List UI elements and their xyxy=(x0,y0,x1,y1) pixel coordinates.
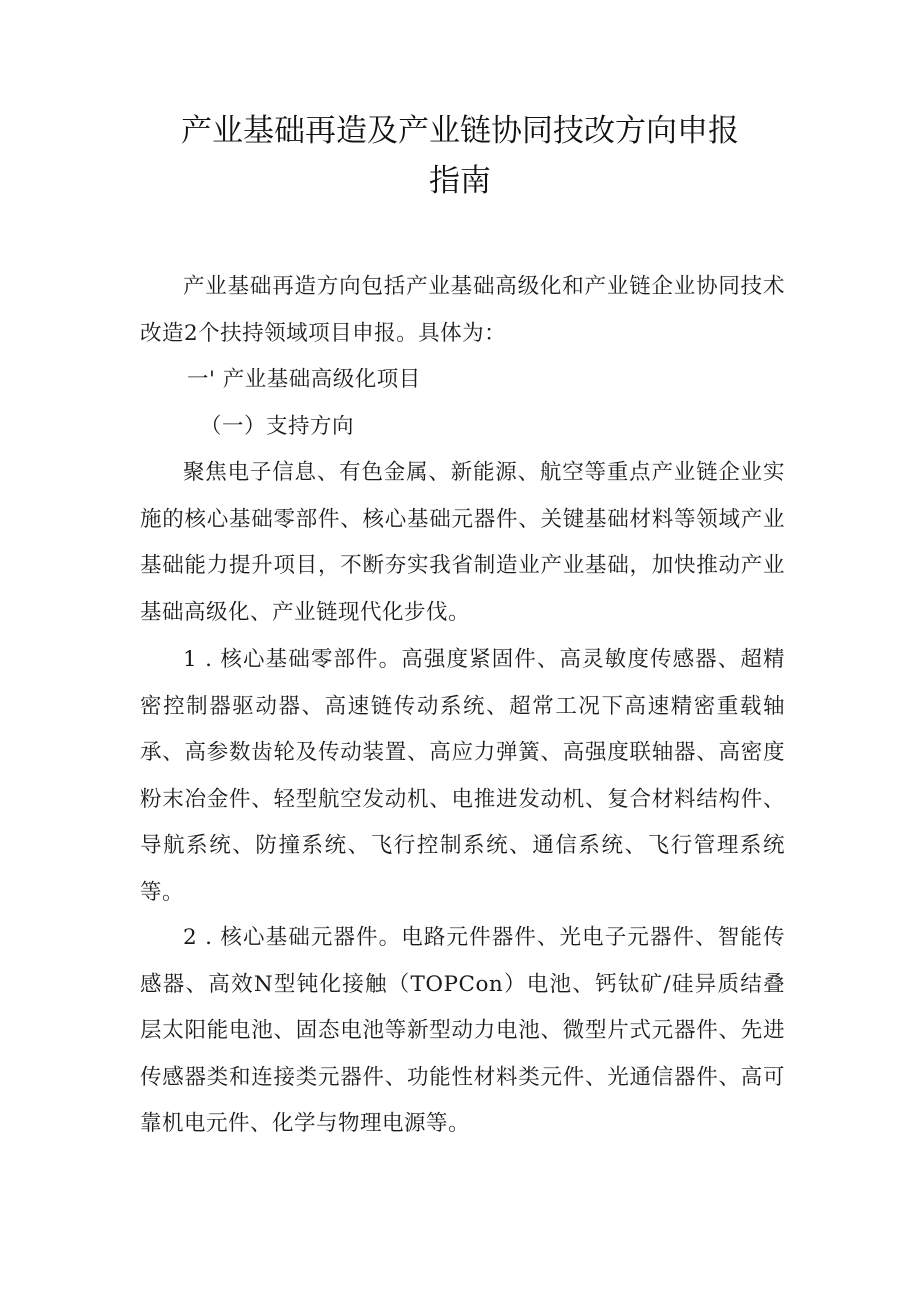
document-title-line1: 产业基础再造及产业链协同技改方向申报 xyxy=(181,113,739,149)
subsection-heading: （一）支持方向 xyxy=(200,414,355,439)
section-one-heading: 一' 产业基础高级化项目 xyxy=(187,367,421,392)
intro-paragraph: 产业基础再造方向包括产业基础高级化和产业链企业协同技术改造2个扶持领域项目申报。具体为： xyxy=(140,274,785,346)
focus-paragraph: 聚焦电子信息、有色金属、新能源、航空等重点产业链企业实施的核心基础零部件、核心基础元器件、关键基础材料等领域产业基础能力提升项目，不断夯实我省制造业产业基础，加快推动产业基础高级化、产业链现代化步伐。 xyxy=(140,460,785,625)
document-title-line2: 指南 xyxy=(429,163,491,199)
item-core-components: 1 . 核心基础零部件。高强度紧固件、高灵敏度传感器、超精密控制器驱动器、高速链传动系统、超常工况下高速精密重载轴承、高参数齿轮及传动装置、高应力弹簧、高强度联轴器、高密度粉末冶金件、轻型航空发动机、电推进发动机、复合材料结构件、导航系统、防撞系统、飞行控制系统、通信系统、飞行管理系统等。 xyxy=(140,647,785,905)
item-core-devices: 2 . 核心基础元器件。电路元件器件、光电子元器件、智能传感器、高效N型钝化接触（TOPCon）电池、钙钛矿/硅异质结叠层太阳能电池、固态电池等新型动力电池、微型片式元器件、先进传感器类和连接类元器件、功能性材料类元件、光通信器件、高可靠机电元件、化学与物理电源等。 xyxy=(140,925,785,1137)
